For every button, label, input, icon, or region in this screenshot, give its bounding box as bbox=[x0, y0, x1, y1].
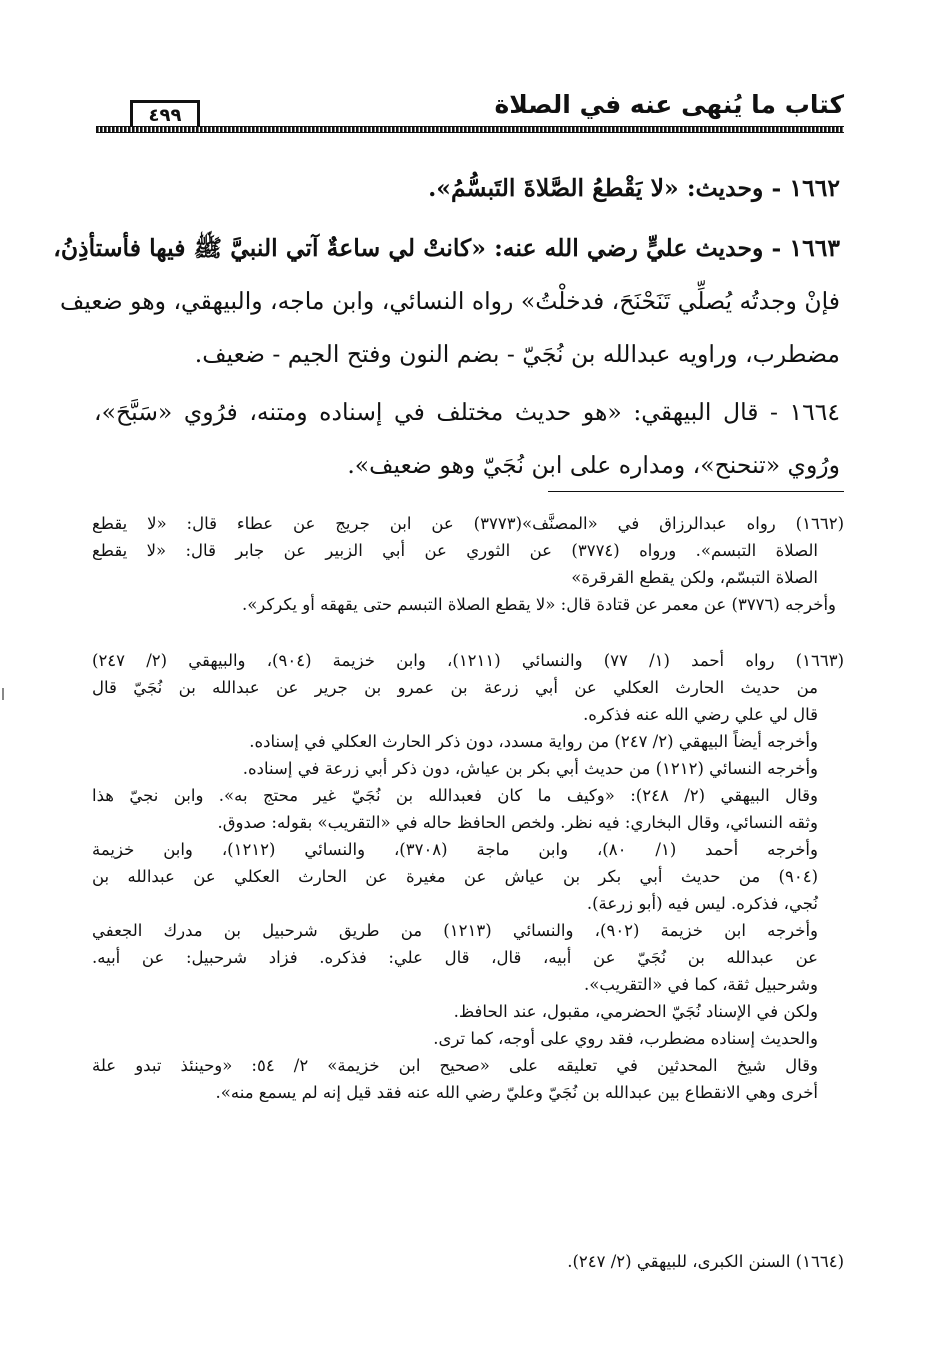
footnote-line: وأخرجه أحمد (١/ ٨٠)، وابن ماجة (٣٧٠٨)، والنسائي (١٢١٢)، وابن خزيمة bbox=[92, 840, 818, 859]
page-header bbox=[96, 84, 844, 130]
running-title: كتاب ما يُنهى عنه في الصلاة bbox=[494, 90, 844, 119]
footnote-line: وشرحبيل ثقة، كما في «التقريب». bbox=[584, 975, 818, 994]
hadith-1662 bbox=[94, 162, 840, 215]
hadith-1663 bbox=[53, 222, 840, 381]
footnote-line: وأخرجه (٣٧٧٦) عن معمر عن قتادة قال: «لا يقطع الصلاة التبسم حتى يقهقه أو يكركر». bbox=[241, 595, 836, 614]
text-line: ورُوي «تنحنح»، ومداره على ابن نُجَيّ وهو ضعيف». bbox=[347, 451, 840, 479]
footnote-line: الصلاة التبسّم، ولكن يقطع القرقرة» bbox=[571, 568, 818, 587]
footnote-line: وأخرجه أيضاً البيهقي (٢/ ٢٤٧) من رواية مسدد، دون ذكر الحارث العكلي في إسناده. bbox=[249, 732, 818, 751]
footnote-line: (١٦٦٤) السنن الكبرى، للبيهقي (٢/ ٢٤٧). bbox=[567, 1252, 844, 1271]
text-line: مضطرب، وراويه عبدالله بن نُجَيّ - بضم النون وفتح الجيم - ضعيف. bbox=[194, 340, 840, 368]
footnote-line: وثقه النسائي، وقال البخاري: فيه نظر. ولخص الحافظ حاله في «التقريب» بقوله: صدوق. bbox=[217, 813, 818, 832]
scan-mark bbox=[2, 688, 4, 700]
footnote-1663 bbox=[92, 647, 844, 1106]
footnote-line: وأخرجه النسائي (١٢١٢) من حديث أبي بكر بن عياش، دون ذكر أبي زرعة في إسناده. bbox=[242, 759, 818, 778]
footnote-line: (٩٠٤) من حديث أبي بكر بن عياش عن مغيرة عن الحارث العكلي عن عبدالله بن bbox=[92, 867, 818, 886]
hadith-1664 bbox=[94, 386, 840, 492]
text-line: فإنْ وجدتُه يُصلِّي تَنَحْنَحَ، فدخلْتُ» رواه النسائي، وابن ماجه، والبيهقي، وهو ضعيف bbox=[59, 287, 840, 315]
footnote-line: وقال شيخ المحدثين في تعليقه على «صحيح ابن خزيمة» ٢/ ٥٤: «وحينئذ تبدو علة bbox=[92, 1056, 818, 1075]
text-line: ١٦٦٤ - قال البيهقي: «هو حديث مختلف في إسناده ومتنه، فرُوي «سَبَّحَ»، bbox=[94, 398, 840, 426]
footnote-separator bbox=[548, 491, 844, 492]
page-number: ٤٩٩ bbox=[130, 100, 200, 128]
footnote-1664 bbox=[92, 1248, 844, 1275]
text-line: ١٦٦٣ - وحديث عليٍّ رضي الله عنه: «كانتْ لي ساعةٌ آتي النبيَّ ﷺ فيها فأستأذِنُ، bbox=[53, 234, 840, 262]
footnote-line: قال لي علي رضي الله عنه فذكره. bbox=[583, 705, 818, 724]
footnote-line: الصلاة التبسم». ورواه (٣٧٧٤) عن الثوري عن أبي الزبير عن جابر قال: «لا يقطع bbox=[92, 541, 819, 560]
footnote-line: نُجي، فذكره. ليس فيه (أبو زرعة). bbox=[586, 894, 818, 913]
footnote-line: (١٦٦٣) رواه أحمد (١/ ٧٧) والنسائي (١٢١١)، وابن خزيمة (٩٠٤)، والبيهقي (٢/ ٢٤٧) bbox=[92, 651, 845, 670]
header-rule bbox=[96, 126, 844, 133]
footnote-line: أخرى وهي الانقطاع بين عبدالله بن نُجَيّ وعليّ رضي الله عنه فقد قيل إنه لم يسمع منه». bbox=[215, 1083, 818, 1102]
footnote-line: وقال البيهقي (٢/ ٢٤٨): «وكيف ما كان فعبدالله بن نُجَيّ غير محتج به». وابن نجيّ هذا bbox=[92, 786, 819, 805]
footnote-line: عن عبدالله بن نُجَيّ عن أبيه، قال، قال علي: فذكره. فزاد شرحبيل: عن أبيه. bbox=[92, 948, 818, 967]
text-line: ١٦٦٢ - وحديث: «لا يَقْطعُ الصَّلاةَ التَبسُّمُ». bbox=[428, 174, 840, 202]
footnote-1662 bbox=[92, 510, 844, 618]
footnote-line: (١٦٦٢) رواه عبدالرزاق في «المصنَّف»(٣٧٧٣) عن ابن جريج عن عطاء قال: «لا يقطع bbox=[92, 514, 844, 533]
footnote-line: وأخرجه ابن خزيمة (٩٠٢)، والنسائي (١٢١٣) من طريق شرحبيل بن مدرك الجعفي bbox=[92, 921, 818, 940]
footnote-line: والحديث إسناده مضطرب، فقد روي على أوجه، كما ترى. bbox=[433, 1029, 818, 1048]
footnote-line: ولكن في الإسناد نُجَيّ الحضرمي، مقبول، عند الحافظ. bbox=[453, 1002, 818, 1021]
footnote-line: من حديث الحارث العكلي عن أبي زرعة بن عمرو بن جرير عن عبدالله بن نُجَيّ قال bbox=[92, 678, 818, 697]
